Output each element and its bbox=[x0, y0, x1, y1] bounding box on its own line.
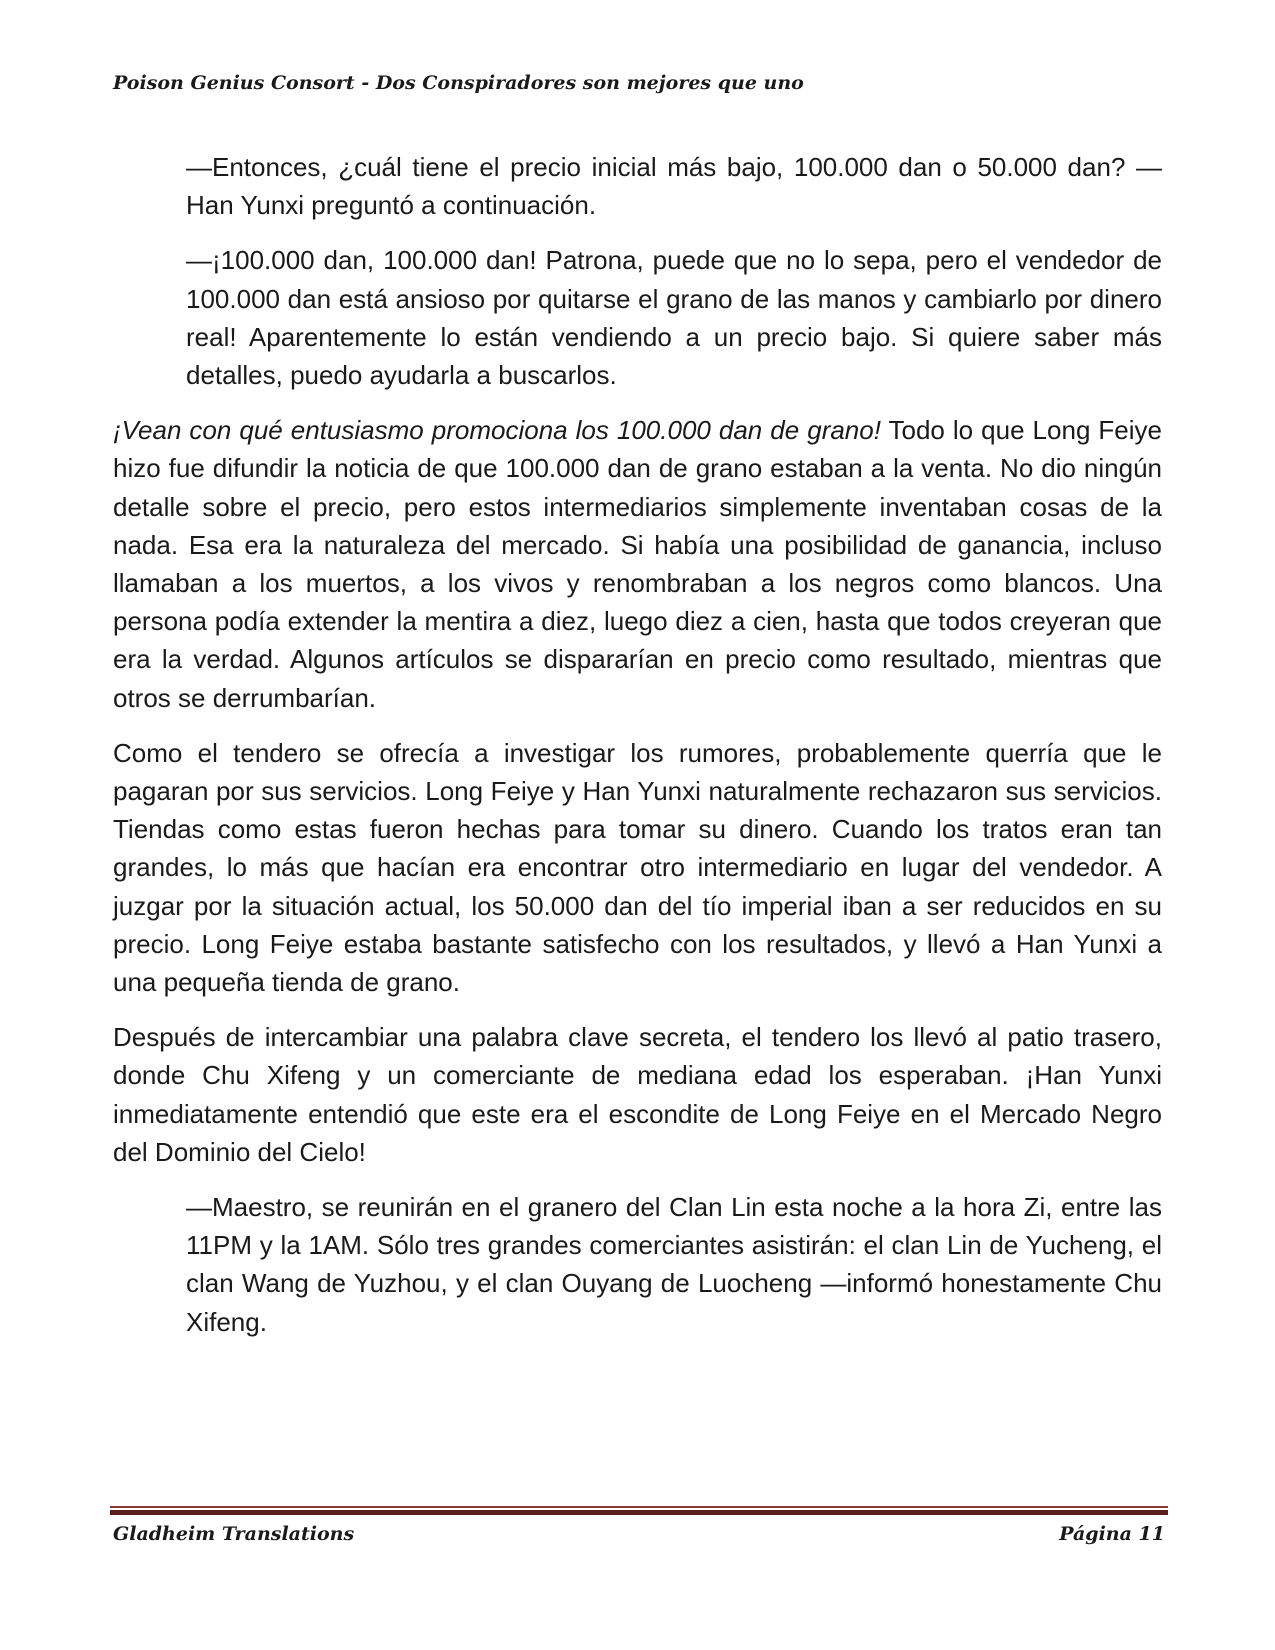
italic-thought: ¡Vean con qué entusiasmo promociona los 100.000 dan de grano! bbox=[113, 415, 881, 446]
document-body bbox=[113, 148, 1162, 1358]
footer-publisher: Gladheim Translations bbox=[113, 1523, 355, 1545]
dialogue-paragraph-1: —Entonces, ¿cuál tiene el precio inicial más bajo, 100.000 dan o 50.000 dan? —Han Yunxi preguntó a continuación. bbox=[186, 152, 1162, 221]
running-header: Poison Genius Consort - Dos Conspiradores son mejores que uno bbox=[113, 72, 804, 94]
page-number: Página 11 bbox=[1059, 1523, 1165, 1545]
narrative-paragraph-2: Como el tendero se ofrecía a investigar los rumores, probablemente querría que le pagaran por sus servicios. Long Feiye y Han Yunxi naturalmente rechazaron sus servicios. Tiendas como estas fueron hechas para tomar su dinero. Cuando los tratos eran tan grandes, lo más que hacían era encontrar otro intermediario en lugar del vendedor. A juzgar por la situación actual, los 50.000 dan del tío imperial iban a ser reducidos en su precio. Long Feiye estaba bastante satisfecho con los resultados, y llevó a Han Yunxi a una pequeña tienda de grano. bbox=[113, 737, 1162, 998]
footer-divider-thick bbox=[110, 1510, 1168, 1515]
dialogue-paragraph-3: —Maestro, se reunirán en el granero del Clan Lin esta noche a la hora Zi, entre las 11PM y la 1AM. Sólo tres grandes comerciantes asistirán: el clan Lin de Yucheng, el clan Wang de Yuzhou, y el clan Ouyang de Luocheng —informó honestamente Chu Xifeng. bbox=[186, 1192, 1162, 1337]
dialogue-paragraph-2: —¡100.000 dan, 100.000 dan! Patrona, puede que no lo sepa, pero el vendedor de 100.000 dan está ansioso por quitarse el grano de las manos y cambiarlo por dinero real! Aparentemente lo están vendiendo a un precio bajo. Si quiere saber más detalles, puedo ayudarla a buscarlos. bbox=[186, 245, 1162, 391]
narrative-text: Todo lo que Long Feiye hizo fue difundir la noticia de que 100.000 dan de grano estaban a la venta. No dio ningún detalle sobre el precio, pero estos intermediarios simplemente inventaban cosas de la nada. Esa era la naturaleza del mercado. Si había una posibilidad de ganancia, incluso llamaban a los muertos, a los vivos y renombraban a los negros como blancos. Una persona podía extender la mentira a diez, luego diez a cien, hasta que todos creyeran que era la verdad. Algunos artículos se dispararían en precio como resultado, mientras que otros se derrumbarían. bbox=[113, 415, 1162, 713]
narrative-paragraph-3: Después de intercambiar una palabra clave secreta, el tendero los llevó al patio trasero, donde Chu Xifeng y un comerciante de mediana edad los esperaban. ¡Han Yunxi inmediatamente entendió que este era el escondite de Long Feiye en el Mercado Negro del Dominio del Cielo! bbox=[113, 1022, 1162, 1167]
footer-divider-thin bbox=[110, 1506, 1168, 1508]
narrative-paragraph-1 bbox=[113, 411, 1162, 717]
